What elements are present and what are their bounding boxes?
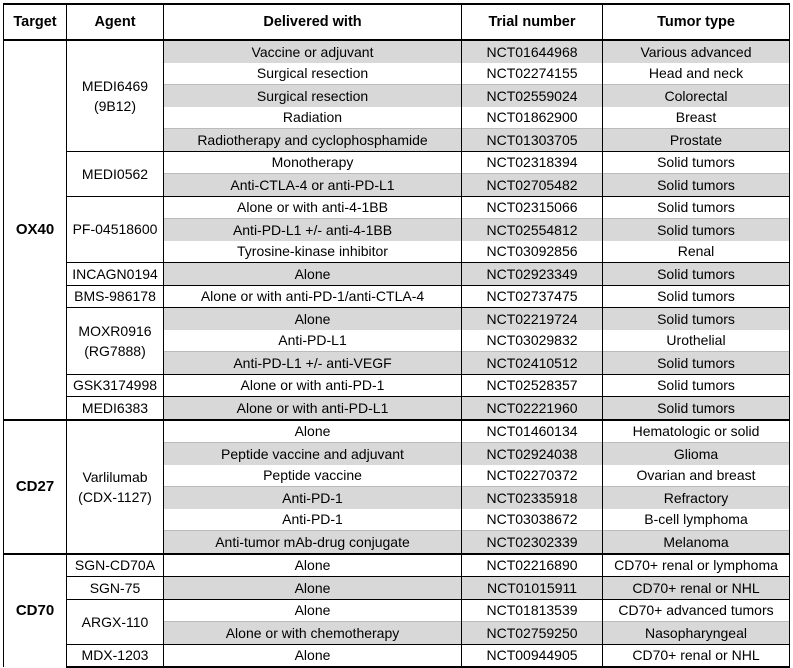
delivered-with-cell: Alone	[164, 644, 462, 667]
trial-number-cell: NCT02528357	[462, 374, 603, 397]
trial-number-cell: NCT01015911	[462, 577, 603, 600]
agent-cell: SGN-75	[67, 577, 164, 600]
trial-number-cell: NCT02705482	[462, 174, 603, 197]
tumor-type-cell: Solid tumors	[603, 374, 790, 397]
delivered-with-cell: Alone or with anti-PD-1/anti-CTLA-4	[164, 285, 462, 308]
tumor-type-cell: Prostate	[603, 129, 790, 152]
tumor-type-cell: Ovarian and breast	[603, 465, 790, 487]
header-row	[4, 4, 790, 40]
delivered-with-cell: Anti-PD-L1 +/- anti-VEGF	[164, 352, 462, 375]
delivered-with-cell: Vaccine or adjuvant	[164, 40, 462, 63]
tumor-type-cell: Colorectal	[603, 85, 790, 107]
tumor-type-cell: Hematologic or solid	[603, 420, 790, 443]
trial-number-cell: NCT02270372	[462, 465, 603, 487]
trial-number-cell: NCT02219724	[462, 308, 603, 330]
trial-number-cell: NCT03092856	[462, 241, 603, 263]
delivered-with-cell: Tyrosine-kinase inhibitor	[164, 241, 462, 263]
trial-number-cell: NCT01460134	[462, 420, 603, 443]
tumor-type-cell: Solid tumors	[603, 196, 790, 219]
delivered-with-cell: Anti-PD-L1	[164, 330, 462, 352]
trial-number-cell: NCT00944905	[462, 644, 603, 667]
tumor-type-cell: Nasopharyngeal	[603, 622, 790, 645]
delivered-with-cell: Surgical resection	[164, 85, 462, 107]
table-row	[4, 196, 790, 219]
trial-number-cell: NCT01644968	[462, 40, 603, 63]
tumor-type-cell: Head and neck	[603, 63, 790, 85]
delivered-with-cell: Anti-PD-L1 +/- anti-4-1BB	[164, 219, 462, 241]
tumor-type-cell: Solid tumors	[603, 285, 790, 308]
trial-number-cell: NCT02335918	[462, 487, 603, 509]
tumor-type-cell: Solid tumors	[603, 308, 790, 330]
delivered-with-cell: Anti-CTLA-4 or anti-PD-L1	[164, 174, 462, 197]
tumor-type-cell: B-cell lymphoma	[603, 509, 790, 531]
tumor-type-cell: Solid tumors	[603, 174, 790, 197]
delivered-with-cell: Alone or with anti-PD-L1	[164, 397, 462, 420]
header-tumor-type: Tumor type	[603, 4, 790, 40]
table-row	[4, 644, 790, 667]
trial-number-cell: NCT02318394	[462, 151, 603, 174]
delivered-with-cell: Alone	[164, 554, 462, 577]
table-body	[4, 40, 790, 667]
tumor-type-cell: Renal	[603, 241, 790, 263]
tumor-type-cell: CD70+ renal or lymphoma	[603, 554, 790, 577]
table-row	[4, 285, 790, 308]
trial-number-cell: NCT02559024	[462, 85, 603, 107]
agent-cell: ARGX-110	[67, 599, 164, 644]
tumor-type-cell: Various advanced	[603, 40, 790, 63]
tumor-type-cell: CD70+ renal or NHL	[603, 577, 790, 600]
delivered-with-cell: Alone or with chemotherapy	[164, 622, 462, 645]
trial-number-cell: NCT02315066	[462, 196, 603, 219]
trial-number-cell: NCT02554812	[462, 219, 603, 241]
agent-cell: SGN-CD70A	[67, 554, 164, 577]
tumor-type-cell: CD70+ renal or NHL	[603, 644, 790, 667]
header-trial-number: Trial number	[462, 4, 603, 40]
tumor-type-cell: Glioma	[603, 443, 790, 465]
trial-number-cell: NCT02216890	[462, 554, 603, 577]
trial-number-cell: NCT02410512	[462, 352, 603, 375]
table-row	[4, 40, 790, 63]
trial-number-cell: NCT03029832	[462, 330, 603, 352]
trial-number-cell: NCT01303705	[462, 129, 603, 152]
trial-number-cell: NCT02737475	[462, 285, 603, 308]
delivered-with-cell: Alone	[164, 308, 462, 330]
trial-number-cell: NCT03038672	[462, 509, 603, 531]
trial-number-cell: NCT02274155	[462, 63, 603, 85]
trial-number-cell: NCT01813539	[462, 599, 603, 622]
tumor-type-cell: Urothelial	[603, 330, 790, 352]
target-cell: CD27	[4, 420, 67, 554]
table-row	[4, 420, 790, 443]
delivered-with-cell: Radiotherapy and cyclophosphamide	[164, 129, 462, 152]
agent-cell: MEDI6383	[67, 397, 164, 420]
delivered-with-cell: Alone	[164, 577, 462, 600]
delivered-with-cell: Anti-PD-1	[164, 487, 462, 509]
delivered-with-cell: Radiation	[164, 107, 462, 129]
agent-cell: MOXR0916 (RG7888)	[67, 308, 164, 375]
trial-number-cell: NCT02221960	[462, 397, 603, 420]
agent-cell: GSK3174998	[67, 374, 164, 397]
delivered-with-cell: Anti-tumor mAb-drug conjugate	[164, 531, 462, 554]
delivered-with-cell: Peptide vaccine and adjuvant	[164, 443, 462, 465]
delivered-with-cell: Alone	[164, 599, 462, 622]
agent-cell: MDX-1203	[67, 644, 164, 667]
tumor-type-cell: Melanoma	[603, 531, 790, 554]
agent-cell: MEDI0562	[67, 151, 164, 196]
table-row	[4, 577, 790, 600]
table-row	[4, 308, 790, 330]
tumor-type-cell: Solid tumors	[603, 219, 790, 241]
trial-number-cell: NCT02924038	[462, 443, 603, 465]
tumor-type-cell: Solid tumors	[603, 352, 790, 375]
agent-cell: MEDI6469 (9B12)	[67, 40, 164, 151]
agent-cell: INCAGN0194	[67, 263, 164, 286]
tumor-type-cell: Refractory	[603, 487, 790, 509]
trial-number-cell: NCT01862900	[462, 107, 603, 129]
header-delivered-with: Delivered with	[164, 4, 462, 40]
agent-cell: Varlilumab (CDX-1127)	[67, 420, 164, 554]
table-row	[4, 554, 790, 577]
table-row	[4, 397, 790, 420]
tumor-type-cell: Solid tumors	[603, 263, 790, 286]
header-target: Target	[4, 4, 67, 40]
table-row	[4, 151, 790, 174]
delivered-with-cell: Alone	[164, 420, 462, 443]
delivered-with-cell: Surgical resection	[164, 63, 462, 85]
target-cell: CD70	[4, 554, 67, 668]
delivered-with-cell: Peptide vaccine	[164, 465, 462, 487]
trial-number-cell: NCT02923349	[462, 263, 603, 286]
tumor-type-cell: Breast	[603, 107, 790, 129]
delivered-with-cell: Alone or with anti-PD-1	[164, 374, 462, 397]
tumor-type-cell: Solid tumors	[603, 151, 790, 174]
header-agent: Agent	[67, 4, 164, 40]
clinical-trials-table	[3, 3, 790, 668]
trial-number-cell: NCT02759250	[462, 622, 603, 645]
trial-number-cell: NCT02302339	[462, 531, 603, 554]
agent-cell: PF-04518600	[67, 196, 164, 263]
delivered-with-cell: Anti-PD-1	[164, 509, 462, 531]
agent-cell: BMS-986178	[67, 285, 164, 308]
delivered-with-cell: Alone	[164, 263, 462, 286]
delivered-with-cell: Alone or with anti-4-1BB	[164, 196, 462, 219]
table-row	[4, 599, 790, 622]
table-row	[4, 263, 790, 286]
table-row	[4, 374, 790, 397]
tumor-type-cell: CD70+ advanced tumors	[603, 599, 790, 622]
tumor-type-cell: Solid tumors	[603, 397, 790, 420]
target-cell: OX40	[4, 40, 67, 420]
delivered-with-cell: Monotherapy	[164, 151, 462, 174]
